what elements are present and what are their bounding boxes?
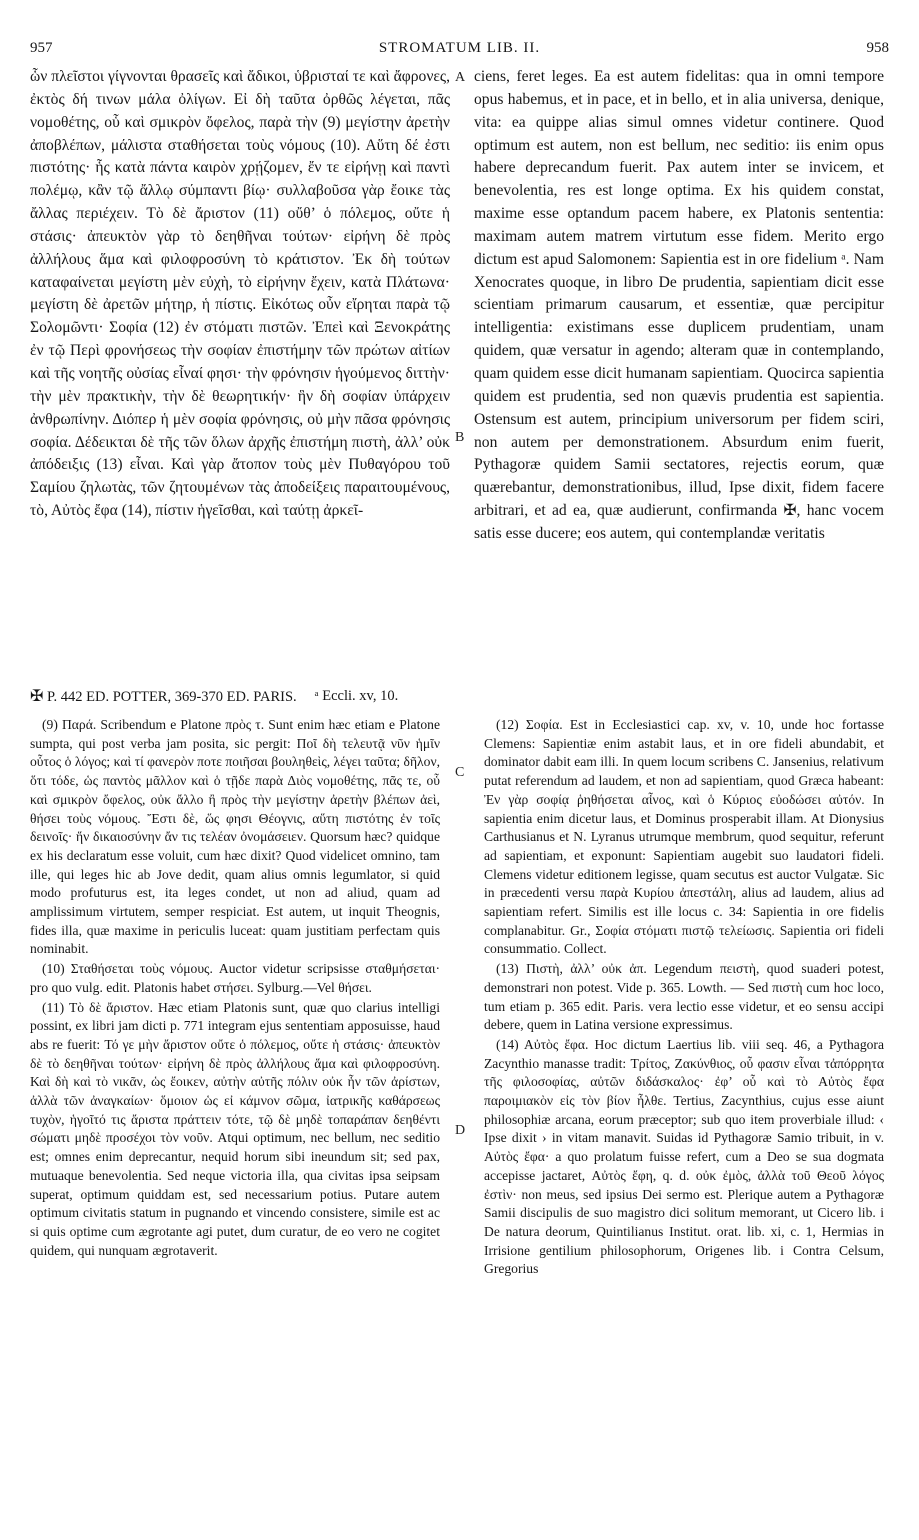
page-number-right: 958 [866,40,889,56]
note-10: (10) Σταθήσεται τοὺς νόμους. Auctor videtur scripsisse σταθμήσεται· pro quo vulg. edit. Platonis habet στήσει. Sylburg.—Vel θήσει. [30,961,440,995]
margin-letter-c: C [455,765,465,780]
page-number-left: 957 [30,40,53,56]
note-11: (11) Τὸ δὲ ἄριστον. Hæc etiam Platonis sunt, quæ quo clarius intelligi possint, ex libri jam dicti p. 771 integram ejus sententiam apposuisse, haud abs re fuerit: Τό γε μὴν ἄριστον οὔτε ὁ πόλεμος, οὔτε ἡ στάσις· ἀπευκτὸν δὲ τὸ δεηθῆναι τούτων· εἰρήνη δὲ πρὸς ἀλλήλους ἅμα καὶ φιλοφροσύνη. Καὶ δὴ καὶ τὸ νικᾶν, ὡς ἔοικεν, αὐτὴν αὐτῆς πόλιν οὐκ ἦν τῶν ἀρίστων, ἀλλὰ τῶν ἀναγκαίων· ὅμοιον ὡς εἰ κάμνον σῶμα, ἰατρικῆς καθάρσεως τυχὸν, ἡγοῖτό τις ἄριστα πράττειν τότε, τῷ δὲ μηδὲ τοπαράπαν δεηθέντι σώματι μηδὲ προσέχοι τὸν νοῦν. Atqui optimum, nec bellum, nec seditio est; omnes enim deprecantur, nequid horum sibi ineundum sit; sed pax, mutuaque benevolentia. Sed neque victoria illa, qua civitas ipsa seipsam superat, optimum quiddam est, sed necessarium potius. Putare autem optimum civitatis statum in pugnando et vincendo consistere, simile est ac si quis optime cum ægrotante agi putet, dum curatur, de eo vero ne cogitet quidem, qui nunquam ægrotaverit. [30,999,440,1258]
edition-reference: P. 442 ED. POTTER, 369-370 ED. PARIS. [47,689,297,705]
margin-letter-b: B [455,430,465,445]
note-14: (14) Αὐτὸς ἔφα. Hoc dictum Laertius lib. viii seq. 46, a Pythagora Zacynthio manasse tradit: Τρίτος, Ζακύνθιος, οὗ φασιν εἶναι τἀπόρρητα τῆς φιλοσοφίας, αὐτῶν διδάσκαλος· ἐφ’ οὗ καὶ τὸ Αὐτὸς ἔφα παροιμιακὸν εἰς τὸν βίον ἦλθε. Tertius, Zacynthius, cujus esse aiunt philosophiæ arcana, eorum præceptor; sub quo item proverbiale illud: ‹ Ipse dixit › in vitam manavit. Suidas id Pythagoræ Samio tribuit, in v. Αὐτὸς ἔφα· a quo prolatum fuisse refert, cum a Deo se sua dogmata accepisse jactaret, Αὐτὸς ἔφη, q. d. οὐκ ἐμὸς, ἀλλὰ τοῦ Θεοῦ λόγος ἐστὶν· non meus, sed ipsius Dei sermo est. Plerique autem a Pythagoræ Samii discipulis de suo magistro dici solitum memorant, ut Cicero lib. i De natura deorum, Quintilianus Institut. orat. lib. xi, c. 1, Hermias in Irrisione gentilium philosophorum, Origenes lib. i Contra Celsum, Gregorius [484,1036,884,1277]
running-header [30,40,889,60]
greek-text: ὧν πλεῖστοι γίγνονται θρασεῖς καὶ ἄδικοι, ὑβρισταί τε καὶ ἄφρονες, ἐκτὸς δή τινων μάλα ὀλίγων. Εἰ δὴ ταῦτα ὀρθῶς λέγεται, πᾶς νομοθέτης, οὗ καὶ σμικρὸν ὄφελος, παρὰ τὴν (9) μεγίστην ἀρετὴν ἀποβλέπων, μάλιστα σταθήσεται τοὺς νόμους (10). Αὕτη δέ ἐστι πιστότης· ἧς κατὰ πάντα καιρὸν χρῄζομεν, ἔν τε εἰρήνῃ καὶ παντὶ πολέμῳ, κἂν τῷ ἄλλῳ σύμπαντι βίῳ· συλλαβοῦσα γὰρ ἔοικε τὰς ἄλλας περιέχειν. Τὸ δὲ ἄριστον (11) οὔθ’ ὁ πόλεμος, οὔτε ἡ στάσις· ἀπευκτὸν γὰρ τὸ δεηθῆναι τούτων· εἰρήνη δὲ πρὸς ἀλλήλους ἅμα καὶ φιλοφροσύνη τὸ κράτιστον. Ἐκ δὴ τούτων καταφαίνεται μεγίστη μὲν εὐχὴ, τὸ εἰρήνην ἔχειν, κατὰ Πλάτωνα· μεγίστη δὲ ἀρετῶν μήτηρ, ἡ πίστις. Εἰκότως οὖν εἴρηται παρὰ τῷ Σολομῶντι· Σοφία (12) ἐν στόματι πιστῶν. Ἐπεὶ καὶ Ξενοκράτης ἐν τῷ Περὶ φρονήσεως τὴν σοφίαν ἐπιστήμην τῶν πρώτων αἰτίων καὶ τῆς νοητῆς οὐσίας εἶναί φησι· τὴν φρόνησιν ἡγούμενος διττὴν· τὴν μὲν πρακτικὴν, τὴν δὲ θεωρητικήν· ἣν δὴ σοφίαν ὑπάρχειν ἀνθρωπίνην. Διόπερ ἡ μὲν σοφία φρόνησις, οὐ μὴν πᾶσα φρόνησις σοφία. Δέδεικται δὲ τῆς τῶν ὅλων ἀρχῆς ἐπιστήμη πιστὴ, ἀλλ’ οὐκ ἀπόδειξις (13) εἶναι. Καὶ γὰρ ἄτοπον τοὺς μὲν Πυθαγόρου τοῦ Σαμίου ζηλωτὰς, τῶν ζητουμένων τὰς ἀποδείξεις παραιτουμένους, τὸ, Αὐτὸς ἔφα (14), πίστιν ἡγεῖσθαι, καὶ ταύτῃ ἀρκεῖ- [30,68,450,520]
running-title: STROMATUM LIB. II. [378,40,541,56]
latin-text: ciens, feret leges. Ea est autem fidelitas: qua in omni tempore opus habemus, et in pace, et in bello, et in alia universa, denique, vita: ea quippe alias simul omnes videtur continere. Quod optimum est autem, non est bellum, nec seditio: iis enim opus habere deprecandum fuerit. Pax autem inter se invicem, et benevolentia, res est longe optima. Ex his quidem constat, maxime esse optandum pacem habere, ex Platonis sententia: maximam autem matrem virtutum esse fidem. Merito ergo dictum est apud Salomonem: Sapientia est in ore fidelium ᵃ. Nam Xenocrates quoque, in libro De prudentia, sapientiam dicit esse scientiam primarum causarum, et essentiæ, quæ percipitur intelligentia: existimans esse duplicem prudentiam, unam quidem, quæ versatur in agendo; alteram quæ in contemplando, quam quidem esse dicit humanam sapientiam. Quocirca sapientia quidem est prudentia, sed non quævis prudentia est sapientia. Ostensum est autem, principium universorum per fidem sciri, non autem per demonstrationem. Absurdum enim fuerit, Pythagoræ quidem Samii sectatores, rejectis eorum, quæ quærebantur, demonstrationibus, illud, Ipse dixit, fidem facere arbitrari, et ad ea, quæ audierunt, confirmanda ✠, hanc vocem satis esse ducere; eos autem, qui contemplandæ veritatis [474,68,884,542]
notes-column-left [30,716,440,1261]
note-9: (9) Παρά. Scribendum e Platone πρὸς τ. Sunt enim hæc etiam e Platone sumpta, qui post verba jam posita, sic pergit: Ποῖ δὴ τελευτᾷ νῦν ἡμῖν οὗτος ὁ λόγος; καὶ τί φανερὸν ποτε ποιῆσαι βουληθεὶς, λέγει ταῦτα; δῆλον, ὅτι τόδε, ὡς παντὸς μᾶλλον καὶ ὁ τῇδε παρὰ Διὸς νομοθέτης, πᾶς τε, οὗ καὶ σμικρὸν ὄφελος, οὐκ ἄλλο ἢ πρὸς τὴν μεγίστην ἀρετὴν βλέπων ἀεὶ, θήσει τοὺς νόμους. Ἔστι δὲ, ὥς φησι Θέογνις, αὕτη πιστότης ἐν τοῖς δεινοῖς· ἥν δικαιοσύνην ἄν τις τελέαν ὀνομάσειεν. Quorsum hæc? quidque ex his declaratum esse voluit, cum hæc dixit? Quod videlicet omnino, tam ille, qui leges hic ab Jove dedit, quam alius omnis legumlator, si quid modo profuturus est, ita leges condet, ut non ad aliud, quam ad amplissimum virtutem, semper respiciat. Est autem, ut inquit Theognis, fides illa, quæ maxime in periculis luceat: quam justitiam perfectam quis nominabit. [30,717,440,957]
latin-column [474,66,884,684]
scripture-footnote: ᵃ Eccli. xv, 10. [314,687,399,704]
greek-column [30,66,450,684]
note-12: (12) Σοφία. Est in Ecclesiastici cap. xv, v. 10, unde hoc fortasse Clemens: Sapientiæ enim astabit laus, et in ore fideli abundabit, et dominator dabit eam illi. In quem locum scribens C. Jansenius, relativum putat referendum ad laudem, et non ad sapientiam, quod Græca habeant: Ἐν γὰρ σοφίᾳ ῥηθήσεται αἶνος, καὶ ὁ Κύριος εὐοδώσει αὐτόν. In sapientia enim dicetur laus, et Dominus prosperabit illam. At Dionysius Carthusianus et N. Lyranus utrumque membrum, quod sequitur, referunt ad sapientiam, et exponunt: Sapientiam augebit suo laudatori fideli. Clemens videtur editionem legisse, quam secutus est auctor Vulgatæ. Sic in præcedenti versu παρὰ Κυρίου ἀπεστάλη, alius ad laudem, alius ad sapientiam refert. Similis est ille locus c. 34: Sapientia in ore fidelis complanabitur. Gr., Σοφία στόματι πιστῷ τελείωσις. Sapientia ori fideli consummatio. Collect. [484,717,884,957]
notes-column-right [484,716,884,1280]
cross-mark: ✠ [30,688,44,705]
margin-letter-a: A [455,70,466,85]
margin-letter-d: D [455,1123,466,1138]
note-13: (13) Πιστὴ, ἀλλ’ οὐκ ἀπ. Legendum πειστὴ, quod suaderi potest, demonstrari non potest. Vide p. 365. Lowth. — Sed πιστὴ cum hoc loco, tum etiam p. 365 edit. Paris. vera lectio esse videtur, et eo sensu accipi debere, quem in Latina versione expressimus. [484,961,884,1033]
edition-reference-line [30,684,889,708]
